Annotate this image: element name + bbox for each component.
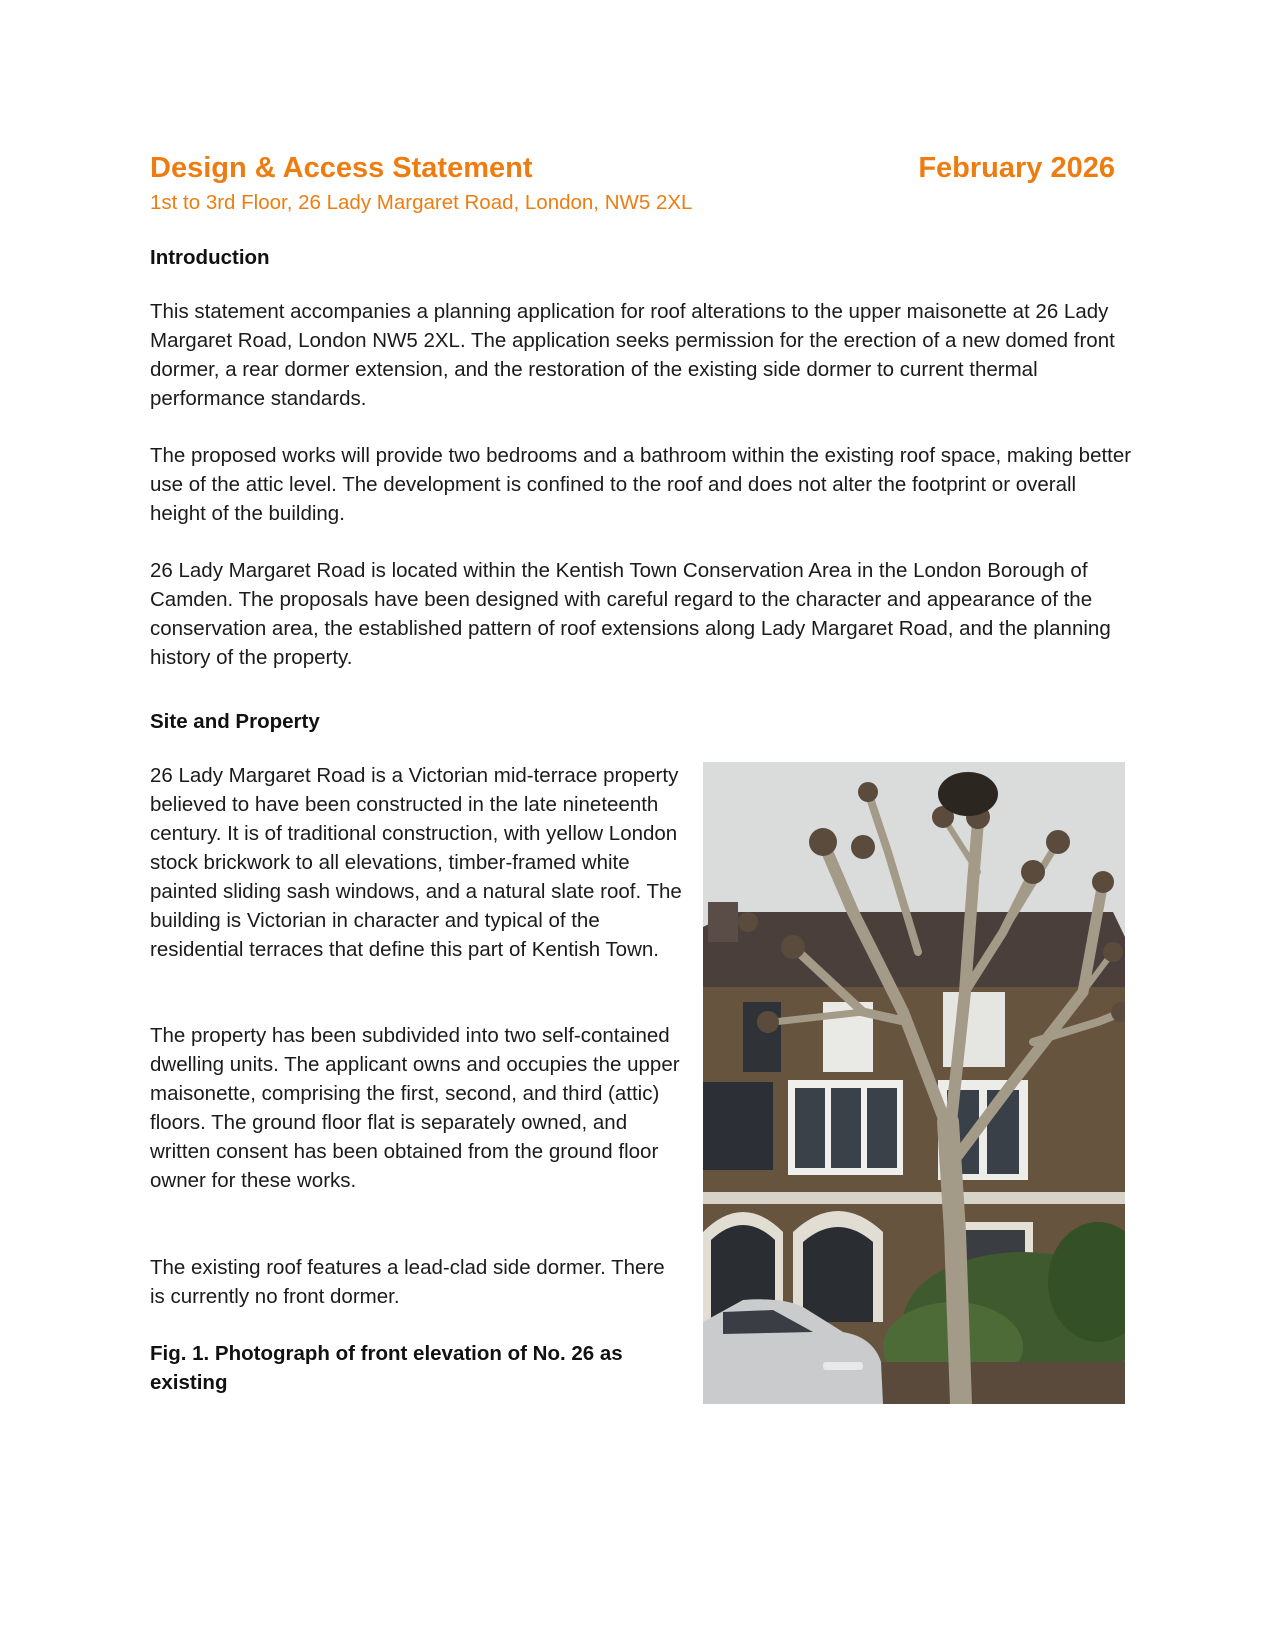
intro-paragraph-3: 26 Lady Margaret Road is located within the Kentish Town Conservation Area in the London Borough of Camden. The proposals have been designed with careful regard to the character and appearance of the conservation area, the established pattern of roof extensions along Lady Margaret Road, and the planning history of the property. (150, 559, 1111, 669)
figure-caption: Fig. 1. Photograph of front elevation of No. 26 as existing (150, 1342, 623, 1394)
site-paragraph-3: The existing roof features a lead-clad side dormer. There is currently no front dormer. (150, 1256, 665, 1308)
section-heading-site-and-property: Site and Property (150, 710, 320, 733)
intro-paragraph-2: The proposed works will provide two bedrooms and a bathroom within the existing roof space, making better use of the attic level. The development is confined to the roof and does not alter the footprint or overall height of the building. (150, 444, 1132, 525)
site-paragraph-2: The property has been subdivided into two self-contained dwelling units. The applicant owns and occupies the upper maisonette, comprising the first, second, and third (attic) floors. The ground floor flat is separately owned, and written consent has been obtained from the ground floor owner for these works. (150, 1024, 680, 1192)
front-elevation-photograph (703, 762, 1125, 1404)
intro-paragraph-1: This statement accompanies a planning application for roof alterations to the upper maisonette at 26 Lady Margaret Road, London NW5 2XL. The application seeks permission for the erection of a new domed front dormer, a rear dormer extension, and the restoration of the existing side dormer to current thermal performance standards. (150, 300, 1115, 410)
document-date: February 2026 (918, 152, 1115, 184)
section-heading-introduction: Introduction (150, 246, 270, 269)
document-subtitle: 1st to 3rd Floor, 26 Lady Margaret Road, London, NW5 2XL (150, 191, 693, 214)
document-header (150, 148, 1115, 188)
site-paragraph-1: 26 Lady Margaret Road is a Victorian mid-terrace property believed to have been constructed in the late nineteenth century. It is of traditional construction, with yellow London stock brickwork to all elevations, timber-framed white painted sliding sash windows, and a natural slate roof. The building is Victorian in character and typical of the residential terraces that define this part of Kentish Town. (150, 764, 682, 961)
document-title: Design & Access Statement (150, 152, 533, 184)
